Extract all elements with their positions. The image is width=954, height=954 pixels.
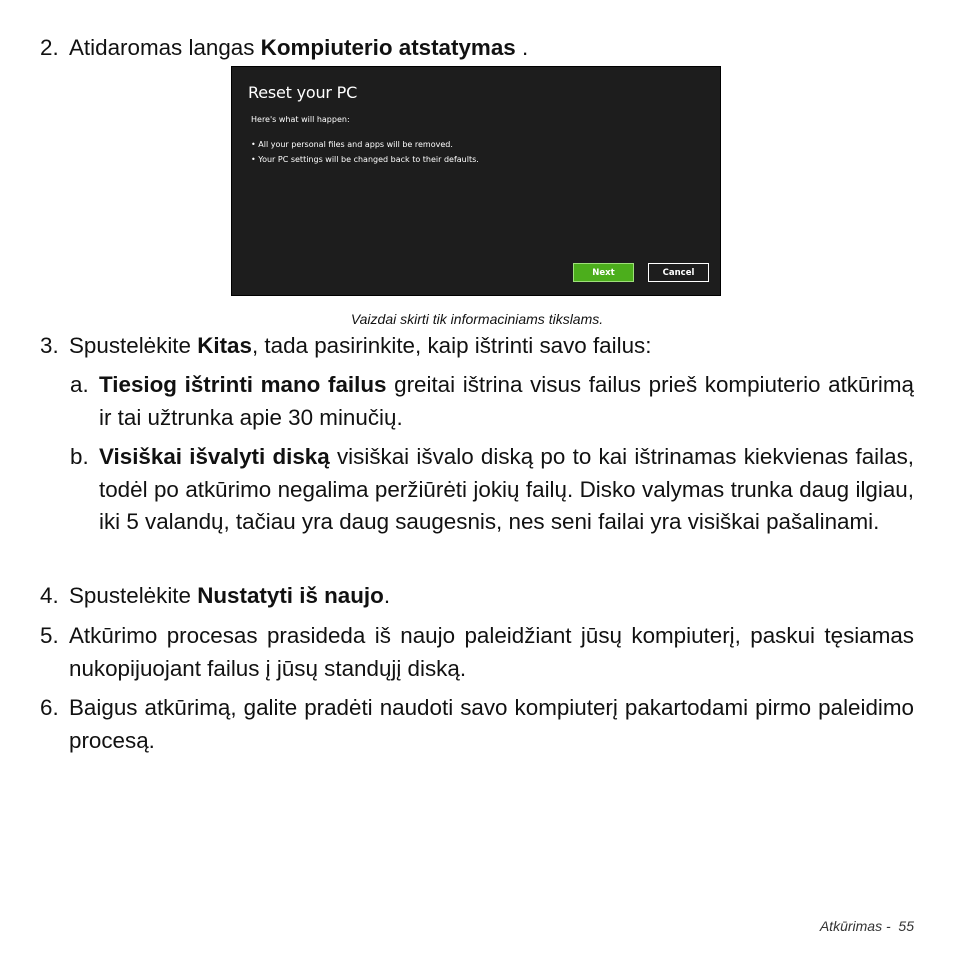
step-text-plain: Atidaromas langas — [69, 35, 261, 60]
step-text — [69, 330, 914, 363]
step-text — [69, 580, 914, 613]
step-number: 2. — [40, 35, 59, 60]
dialog-subtitle: Here's what will happen: — [251, 115, 350, 124]
substep-text-plain: visiškai išvalo diską po to kai ištrinamas kiekvienas failas, todėl po atkūrimo negalima peržiūrėti jokių failų. Disko valymas trunka daug ilgiau, iki 5 valandų, tačiau yra daug saugesnis, nes seni failai yra visiškai pašalinami. — [99, 444, 914, 534]
step-number: 4. — [40, 583, 59, 608]
step-5 — [40, 620, 914, 685]
substep-text — [99, 369, 914, 434]
step-text: Baigus atkūrimą, galite pradėti naudoti savo kompiuterį pakartodami pirmo paleidimo procesą. — [69, 695, 914, 753]
substep-text-bold: Tiesiog ištrinti mano failus — [99, 372, 387, 397]
step-4 — [40, 580, 914, 613]
step-number: 5. — [40, 623, 59, 648]
dialog-bullet-list — [251, 137, 479, 167]
step-text-plain: . — [383, 583, 391, 608]
step-text-bold: Kompiuterio atstatymas — [260, 35, 516, 60]
step-text — [69, 32, 914, 65]
substep-text — [99, 441, 914, 539]
step-text-plain: Spustelėkite — [69, 583, 198, 608]
page-number: 55 — [898, 918, 914, 934]
substep-letter: a. — [70, 372, 89, 397]
dialog-title: Reset your PC — [248, 83, 358, 102]
step-text-bold: Nustatyti iš naujo — [197, 583, 384, 608]
figure-caption: Vaizdai skirti tik informaciniams tikslams. — [350, 311, 604, 327]
reset-pc-screenshot — [231, 66, 721, 296]
step-3b — [70, 441, 914, 539]
substep-text-plain: greitai ištrina visus failus prieš kompiuterio atkūrimą ir tai užtrunka apie 30 minučių. — [99, 372, 914, 430]
next-button[interactable]: Next — [573, 263, 634, 282]
footer-section: Atkūrimas - — [819, 918, 891, 934]
substep-text-bold: Visiškai išvalyti diską — [99, 444, 330, 469]
substep-letter: b. — [70, 444, 89, 469]
step-number: 3. — [40, 333, 59, 358]
step-text: Atkūrimo procesas prasideda iš naujo paleidžiant jūsų kompiuterį, paskui tęsiamas nukopijuojant failus į jūsų standųjį diską. — [69, 623, 914, 681]
step-3 — [40, 330, 914, 363]
step-text-plain: . — [515, 35, 529, 60]
step-6 — [40, 692, 914, 757]
cancel-button[interactable]: Cancel — [648, 263, 709, 282]
page-footer — [820, 918, 914, 934]
step-3a — [70, 369, 914, 434]
step-text-bold: Kitas — [197, 333, 252, 358]
step-text-plain: Spustelėkite — [69, 333, 198, 358]
dialog-bullet: • Your PC settings will be changed back to their defaults. — [251, 155, 479, 164]
step-text-plain: , tada pasirinkite, kaip ištrinti savo failus: — [251, 333, 652, 358]
dialog-bullet: • All your personal files and apps will be removed. — [251, 140, 453, 149]
step-number: 6. — [40, 695, 59, 720]
step-2 — [40, 32, 914, 65]
